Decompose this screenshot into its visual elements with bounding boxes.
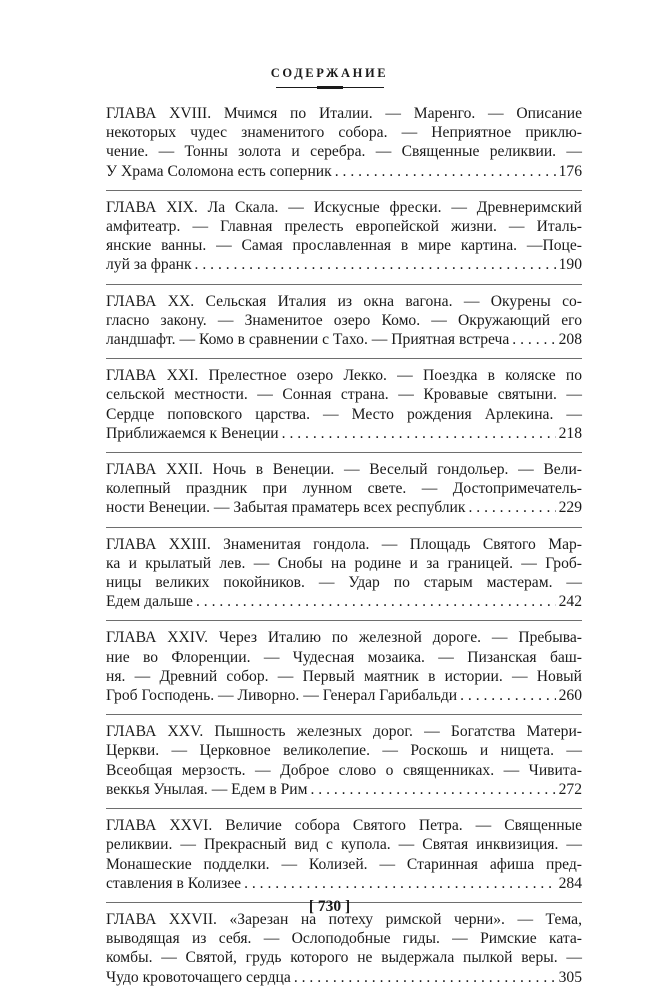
toc-page-number: 305: [558, 968, 582, 986]
toc-entry-line: комбы. — Святой, грудь которого не выдержала пылкой веры. —: [106, 949, 582, 967]
toc-entry-line: ГЛАВА XIX. Ла Скала. — Искусные фрески. — Древнеримский: [106, 198, 582, 216]
dot-leader: [335, 162, 556, 181]
toc-entry-line: луй за франк: [106, 256, 192, 274]
toc-entry-last-line: [106, 498, 582, 517]
dot-leader: [244, 874, 556, 893]
toc-entry-line: веккья Унылая. — Едем в Рим: [106, 780, 308, 798]
toc-entry-last-line: [106, 162, 582, 181]
toc-entry-line: Чудо кровоточащего сердца: [106, 968, 291, 986]
toc-page-number: 190: [558, 256, 582, 274]
toc-entry-last-line: [106, 874, 582, 893]
dot-leader: [468, 498, 555, 517]
toc-page-number: 208: [558, 331, 582, 349]
toc-entry-line: реликвии. — Прекрасный вид с купола. — Святая инквизиция. —: [106, 836, 582, 854]
dot-leader: [282, 424, 556, 443]
toc-entry-line: ГЛАВА XX. Сельская Италия из окна вагона. — Окурены со-: [106, 292, 582, 310]
toc-entry-line: янские ванны. — Самая прославленная в мире картина. —Поце-: [106, 237, 582, 255]
toc-entry-line: Церкви. — Церковное великолепие. — Роскошь и нищета. —: [106, 742, 582, 760]
toc-entry-line: Гроб Господень. — Ливорно. — Генерал Гарибальди: [106, 687, 458, 705]
toc-entry-line: ГЛАВА XVIII. Мчимся по Италии. — Маренго. — Описание: [106, 105, 582, 122]
toc-entry[interactable]: [106, 628, 582, 715]
toc-entry[interactable]: [106, 198, 582, 285]
toc-entry-line: Едем дальше: [106, 593, 193, 611]
toc-entry-line: некоторых чудес знаменитого собора. — Неприятное приклю-: [106, 124, 582, 142]
toc-entry-line: Приближаемся к Венеции: [106, 424, 279, 442]
toc-entry-line: ГЛАВА XXV. Пышность железных дорог. — Богатства Матери-: [106, 723, 582, 741]
dot-leader: [512, 330, 555, 349]
toc-entry-line: У Храма Соломона есть соперник: [106, 162, 332, 180]
toc-entry-last-line: [106, 686, 582, 705]
toc-entry-line: чение. — Тонны золота и серебра. — Священные реликвии. —: [106, 143, 582, 161]
toc-entry-line: ГЛАВА XXVII. «Зарезан на потеху римской черни». — Тема,: [106, 910, 582, 928]
toc-entry[interactable]: [106, 104, 582, 191]
toc-entry[interactable]: [106, 460, 582, 528]
toc-entry-line: амфитеатр. — Главная прелесть европейской жизни. — Италь-: [106, 218, 582, 236]
toc-entry-line: ние во Флоренции. — Чудесная мозаика. — Пизанская баш-: [106, 648, 582, 666]
toc-entry-last-line: [106, 330, 582, 349]
toc-entry-last-line: [106, 968, 582, 987]
toc-entry-last-line: [106, 780, 582, 799]
toc-entry[interactable]: [106, 292, 582, 360]
dot-leader: [294, 968, 556, 987]
toc-entry-line: ка и крылатый лев. — Снобы на родине и за границей. — Гроб-: [106, 554, 582, 572]
title-ornament-rule: [276, 87, 384, 88]
dot-leader: [196, 592, 556, 611]
toc-entry[interactable]: [106, 366, 582, 453]
toc-entry-line: ня. — Древний собор. — Первый маятник в истории. — Новый: [106, 667, 582, 685]
toc-page-number: 242: [558, 593, 582, 611]
toc-entry-line: сельской местности. — Сонная страна. — Кровавые святыни. —: [106, 386, 582, 404]
toc-entry-line: ГЛАВА XXIV. Через Италию по железной дороге. — Пребыва-: [106, 629, 582, 647]
toc-entry[interactable]: [106, 535, 582, 622]
dot-leader: [460, 686, 556, 705]
toc-page-number: 272: [558, 780, 582, 798]
toc-page-number: 218: [558, 424, 582, 442]
toc-page-number: 176: [558, 162, 582, 180]
toc-entry-last-line: [106, 424, 582, 443]
toc-entry-line: Монашеские подделки. — Колизей. — Старинная афиша пред-: [106, 855, 582, 873]
page-title: СОДЕРЖАНИЕ: [270, 66, 389, 80]
toc-entry[interactable]: [106, 722, 582, 809]
toc-entry-line: ГЛАВА XXIII. Знаменитая гондола. — Площадь Святого Мар-: [106, 535, 582, 553]
toc-entry-line: выводящая из себя. — Ослоподобные гиды. — Римские ката-: [106, 930, 582, 948]
toc-entry-line: ГЛАВА XXVI. Величие собора Святого Петра. — Священные: [106, 817, 582, 835]
toc-entry-line: ницы великих покойников. — Удар по старым мастерам. —: [106, 574, 582, 592]
page-number: [ 730 ]: [308, 898, 351, 915]
toc-page-number: 284: [558, 874, 582, 892]
toc-entry-line: колепный праздник при лунном свете. — Достопримечатель-: [106, 480, 582, 498]
toc-entry-line: ГЛАВА XXI. Прелестное озеро Лекко. — Поездка в коляске по: [106, 367, 582, 385]
toc-entry[interactable]: [106, 910, 582, 987]
dot-leader: [195, 255, 556, 274]
dot-leader: [310, 780, 555, 799]
toc-entry-line: гласно закону. — Знаменитое озеро Комо. — Окружающий его: [106, 311, 582, 329]
toc-entry-line: Всеобщая мерзость. — Доброе слово о священниках. — Чивита-: [106, 761, 582, 779]
toc-entry-line: ГЛАВА XXII. Ночь в Венеции. — Веселый гондольер. — Вели-: [106, 461, 582, 479]
toc-entry-last-line: [106, 592, 582, 611]
toc-entry-line: Сердце поповского царства. — Место рождения Арлекина. —: [106, 405, 582, 423]
toc-page-number: 260: [558, 687, 582, 705]
page-header: [0, 66, 659, 88]
toc-entry-line: ставления в Колизее: [106, 874, 242, 892]
toc-entry-line: ландшафт. — Комо в сравнении с Тахо. — Приятная встреча: [106, 331, 510, 349]
toc-entry-line: ности Венеции. — Забытая праматерь всех республик: [106, 499, 466, 517]
toc-entry-last-line: [106, 255, 582, 274]
toc-page-number: 229: [558, 499, 582, 517]
toc-entry[interactable]: [106, 816, 582, 903]
table-of-contents: [106, 104, 582, 987]
